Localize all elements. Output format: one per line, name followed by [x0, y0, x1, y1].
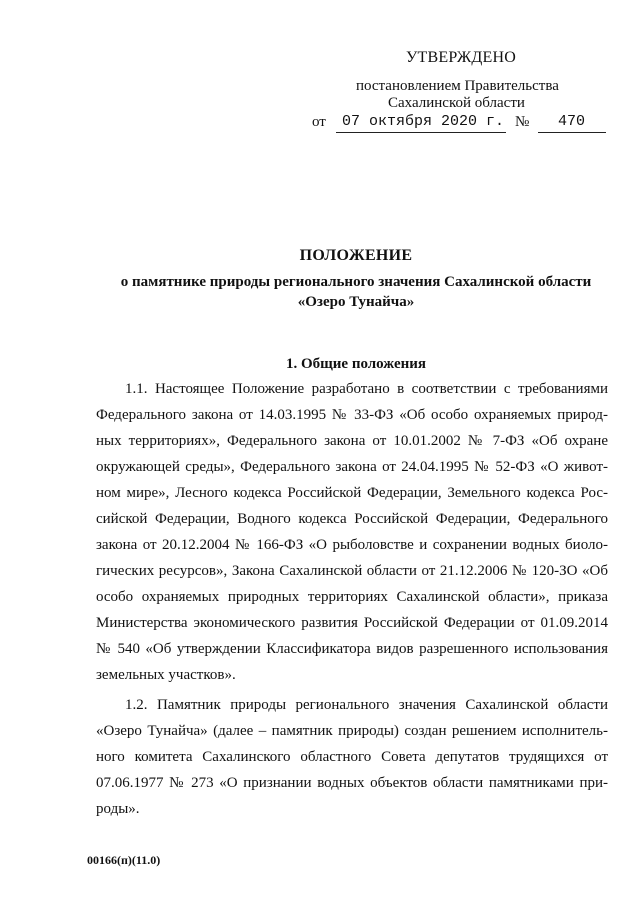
- subtitle-line-1: о памятнике природы регионального значения Сахалинской области: [120, 274, 592, 290]
- subtitle-line-2: «Озеро Тунайча»: [297, 294, 415, 310]
- text-line: роды».: [96, 801, 140, 817]
- text-line: ного комитета Сахалинского областного Совета депутатов трудящихся от: [96, 749, 608, 765]
- decree-date: 07 октября 2020 г.: [336, 112, 506, 133]
- text-line: 07.06.1977 № 273 «О признании водных объектов области памятниками при-: [96, 775, 608, 791]
- text-line: 1.2. Памятник природы регионального значения Сахалинской области: [125, 697, 608, 713]
- document-subtitle: [0, 272, 640, 312]
- text-line: № 540 «Об утверждении Классификатора видов разрешенного использования: [96, 641, 608, 657]
- text-line: ных территориях», Федерального закона от 10.01.2002 № 7-ФЗ «Об охране: [96, 433, 608, 449]
- text-line: особо охраняемых природных территориях Сахалинской области», приказа: [96, 589, 608, 605]
- text-line: «Озеро Тунайча» (далее – памятник природы) создан решением исполнитель-: [96, 723, 608, 739]
- section-body: [96, 376, 608, 822]
- text-line: закона от 20.12.2004 № 166-ФЗ «О рыболовстве и сохранении водных биоло-: [96, 537, 608, 553]
- decree-line-1: постановлением Правительства: [356, 78, 559, 94]
- paragraph-1: [96, 376, 608, 688]
- decree-line-2: Сахалинской области: [388, 95, 525, 111]
- text-line: 1.1. Настоящее Положение разработано в соответствии с требованиями: [125, 381, 608, 397]
- from-label: от: [312, 114, 326, 130]
- text-line: сийской Федерации, Водного кодекса Российской Федерации, Федерального: [96, 511, 608, 527]
- text-line: Федерального закона от 14.03.1995 № 33-ФЗ «Об особо охраняемых природ-: [96, 407, 608, 423]
- approved-label: УТВЕРЖДЕНО: [406, 49, 517, 66]
- document-code: 00166(п)(11.0): [87, 853, 161, 867]
- text-line: Министерства экономического развития Российской Федерации от 01.09.2014: [96, 615, 608, 631]
- text-line: гических ресурсов», Закона Сахалинской области от 21.12.2006 № 120-ЗО «Об: [96, 563, 608, 579]
- paragraph-2: [96, 692, 608, 822]
- decree-number: 470: [538, 112, 606, 133]
- section-heading: 1. Общие положения: [285, 356, 427, 372]
- text-line: ном мире», Лесного кодекса Российской Федерации, Земельного кодекса Рос-: [96, 485, 608, 501]
- decree-date-row: [312, 112, 612, 134]
- text-line: земельных участков».: [96, 667, 236, 683]
- number-label: №: [515, 114, 530, 130]
- text-line: окружающей среды», Федерального закона от 24.04.1995 № 52-ФЗ «О живот-: [96, 459, 608, 475]
- document-title: ПОЛОЖЕНИЕ: [299, 247, 413, 264]
